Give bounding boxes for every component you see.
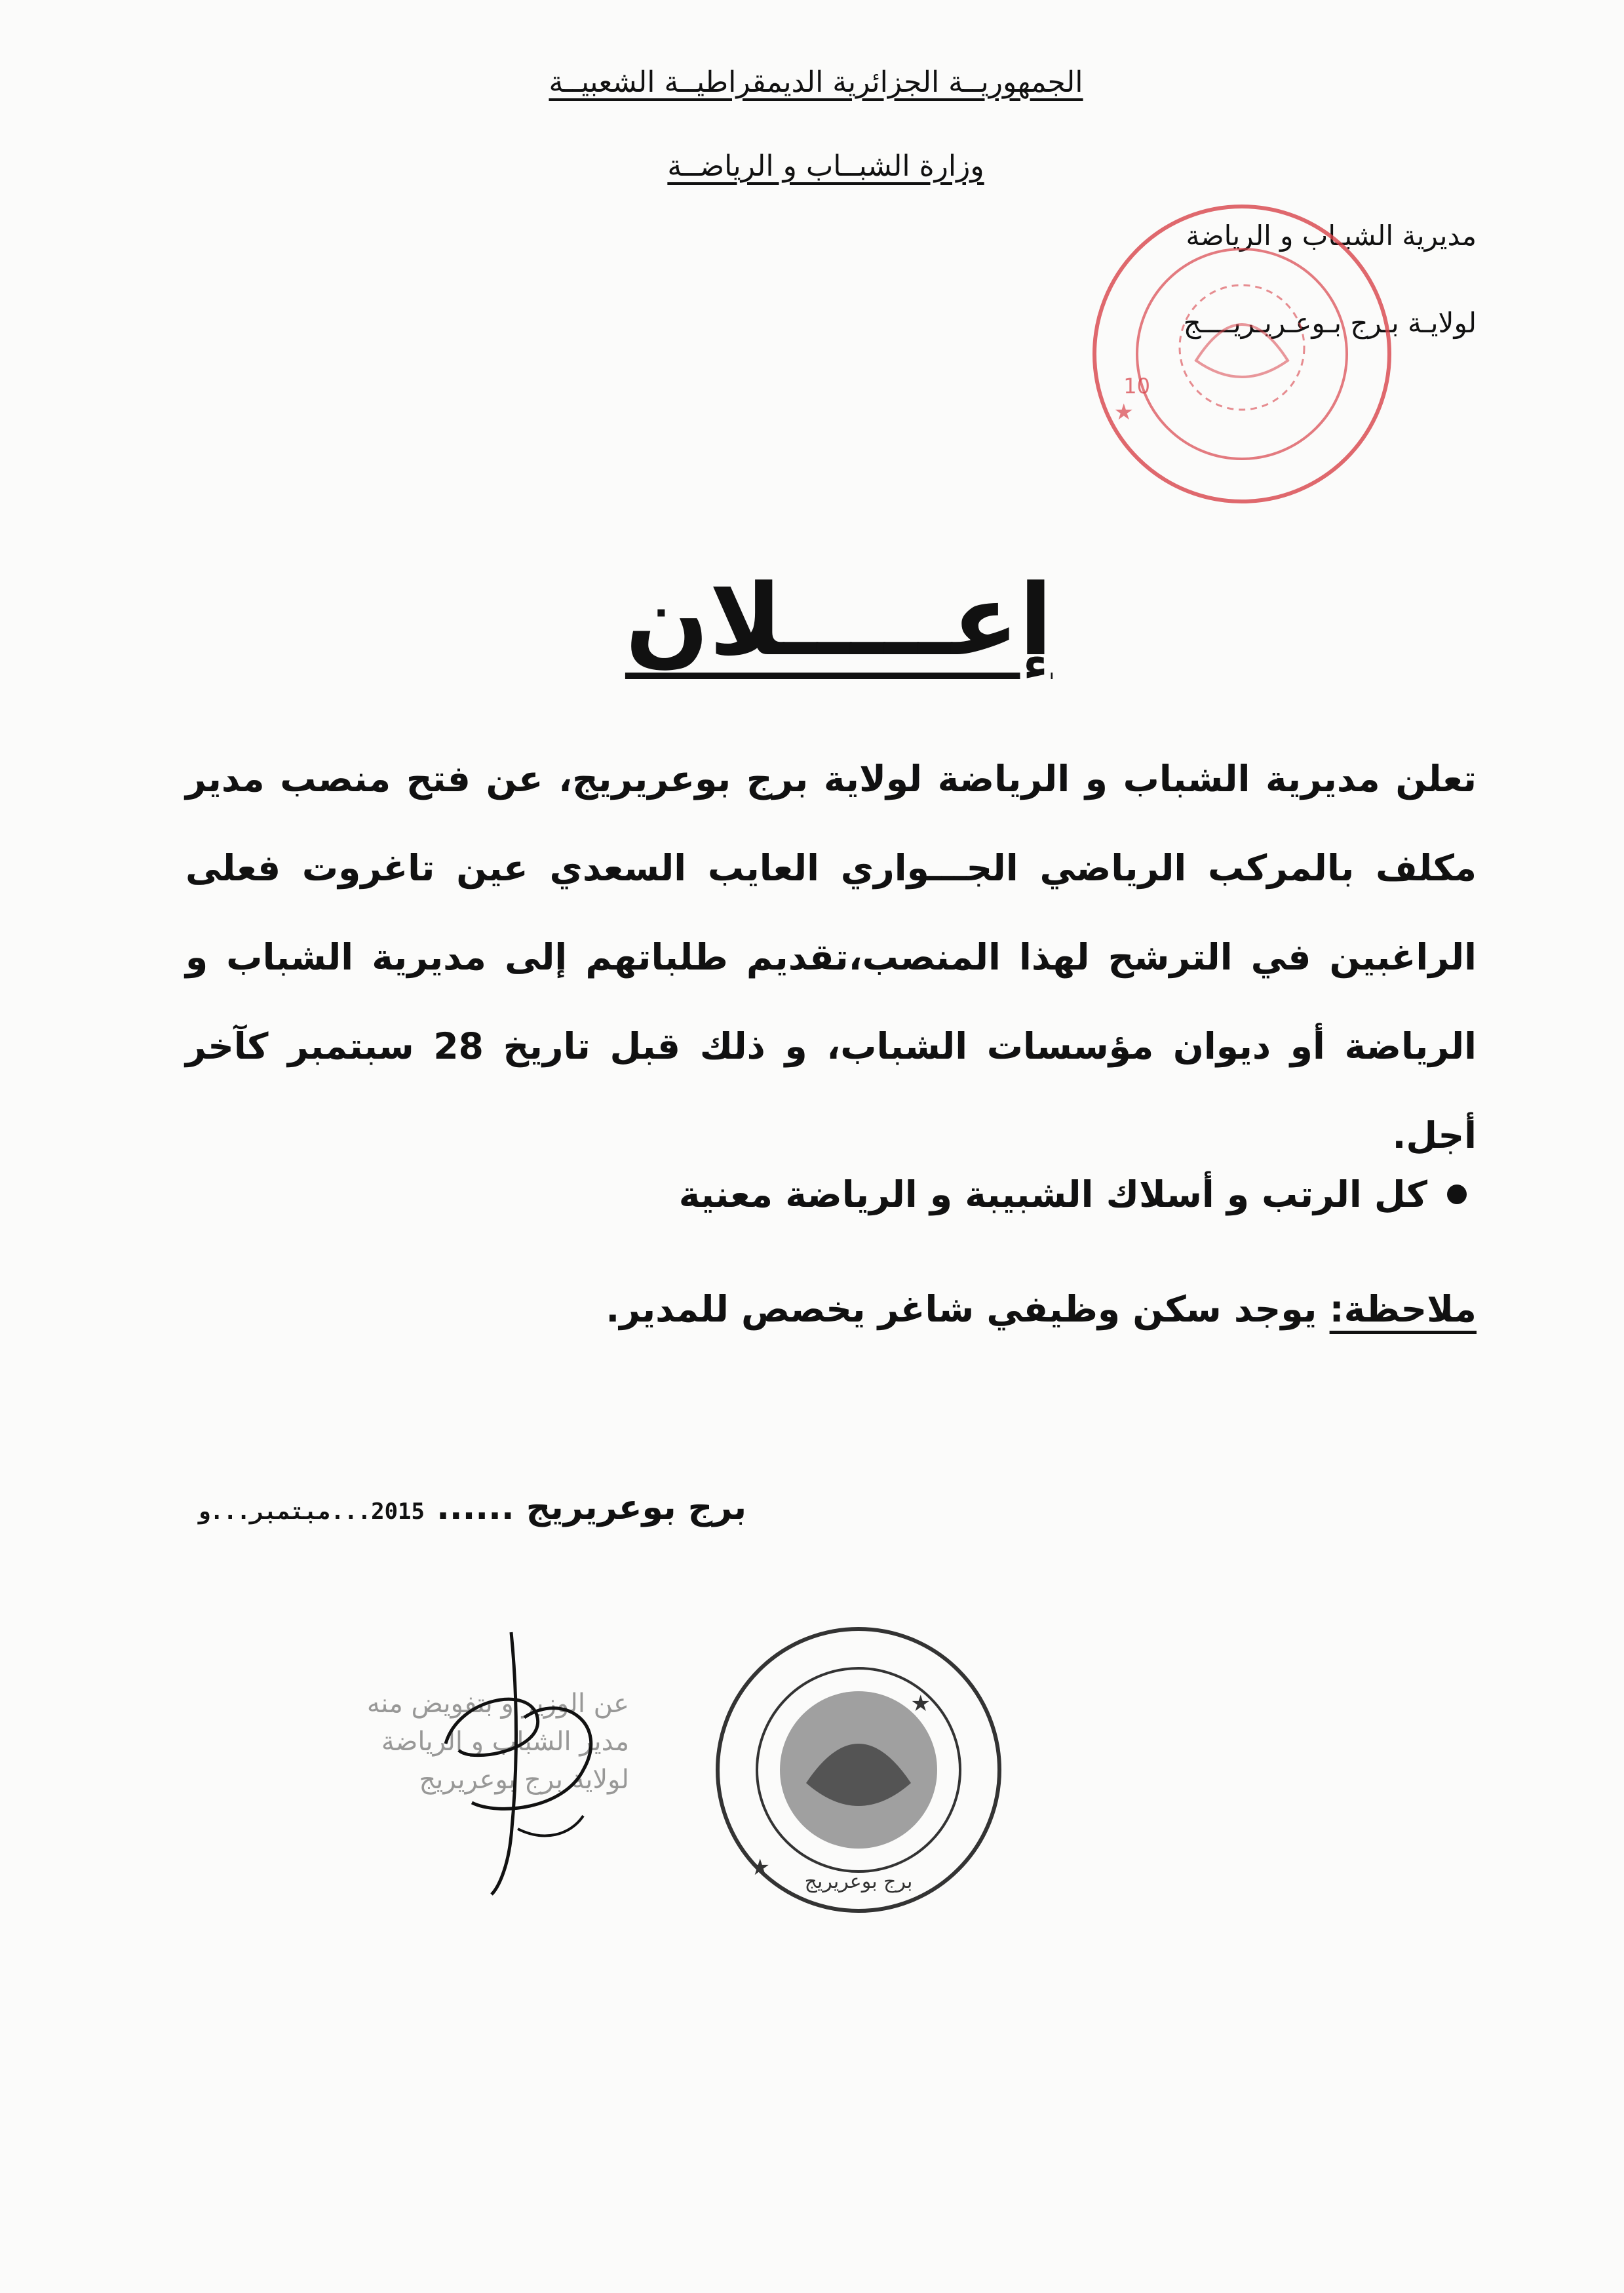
- svg-text:★: ★: [750, 1854, 770, 1881]
- svg-text:الجمهورية الجزائرية الديمقراطي: [1088, 197, 1098, 202]
- official-red-stamp: [1088, 197, 1396, 511]
- svg-text:★: ★: [910, 1691, 931, 1717]
- republic-heading: الجمهوريــة الجزائرية الديمقراطيــة الشعبيــة: [549, 66, 1083, 99]
- place-name: برج بوعريريج: [526, 1488, 747, 1527]
- stamp-ring-text: [708, 1619, 718, 1625]
- place-date-line: [197, 1488, 746, 1527]
- bullet-icon: [1447, 1185, 1467, 1204]
- note-text: يوجد سكن وظيفي شاغر يخصص للمدير.: [606, 1288, 1330, 1330]
- handwritten-signature: [419, 1619, 655, 1908]
- announcement-body: تعلن مديرية الشباب و الرياضة لولاية برج بوعريريج، عن فتح منصب مدير مكلف بالمركب الرياضي الجـــواري العايب السعدي عين تاغروت فعلى الراغبين في الترشح لهذا المنصب،تقديم طلباتهم إلى مديرية الشباب و الرياضة أو ديوان مؤسسات الشباب، و ذلك قبل تاريخ 28 سبتمبر كآخر أجل.: [185, 758, 1477, 1156]
- svg-text:★: ★: [1113, 399, 1134, 425]
- signature-line: لولاية برج بوعريريج: [419, 1765, 629, 1795]
- stamp-number: 10: [1123, 374, 1150, 399]
- svg-text:مديرية الشباب و الرياضة: [708, 1619, 718, 1625]
- note-line: [606, 1288, 1477, 1330]
- bullet-item: [679, 1173, 1467, 1215]
- date-value: 2015...مبتمبر...و: [197, 1499, 425, 1525]
- signature-line: مدير الشباب و الرياضة: [381, 1727, 629, 1757]
- announcement-title: إعـــــلان: [625, 564, 1053, 678]
- stamp-ring-text: [1088, 197, 1098, 202]
- province-line: لولايـة بـرج بـوعـريـريــــج: [1183, 307, 1477, 339]
- directorate-line: مديرية الشبـاب و الرياضة: [1186, 220, 1477, 252]
- date-dots: ......: [436, 1488, 514, 1527]
- ministry-heading: وزارة الشبــاب و الرياضــة: [667, 149, 984, 183]
- stamp-city-text: برج بوعريريج: [804, 1870, 913, 1893]
- signature-line: عن الوزير و بتفويض منه: [366, 1689, 629, 1719]
- official-dark-stamp: [708, 1619, 1009, 1921]
- note-label: ملاحظة:: [1329, 1288, 1477, 1330]
- bullet-text: كل الرتب و أسلاك الشبيبة و الرياضة معنية: [678, 1173, 1427, 1215]
